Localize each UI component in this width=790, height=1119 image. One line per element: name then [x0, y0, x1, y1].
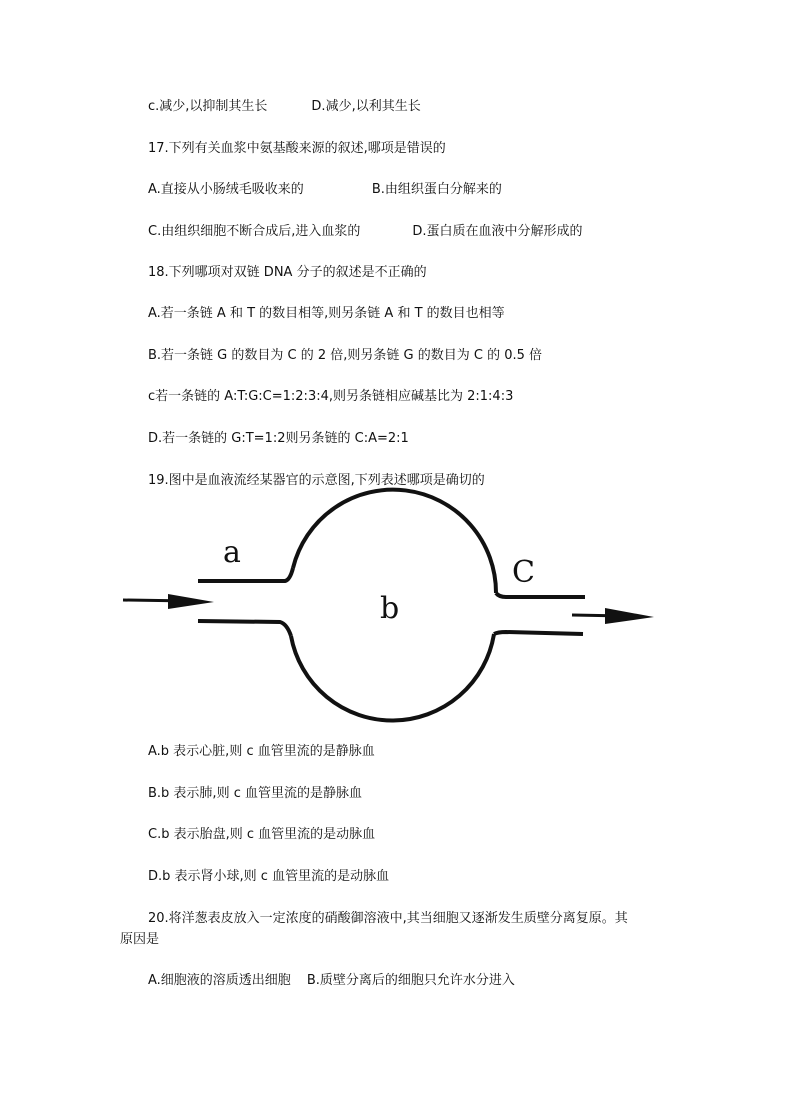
vessel-c-upper-wall [496, 593, 585, 597]
q16-option-d: D.减少,以利其生长 [311, 99, 421, 114]
vessel-a-upper-wall [198, 568, 293, 581]
q20-stem-line-2: 原因是 [120, 932, 160, 947]
vessel-a-lower-wall [198, 621, 291, 636]
q18-option-d: D.若一条链的 G:T=1:2则另条链的 C:A=2:1 [148, 431, 409, 446]
q20-stem-line-1: 20.将洋葱表皮放入一定浓度的硝酸御溶液中,其当细胞又逐渐发生质壁分离复原。其 [148, 911, 628, 926]
organ-b-lower-arc [291, 634, 494, 721]
q18-option-b: B.若一条链 G 的数目为 C 的 2 倍,则另条链 G 的数目为 C 的 0.5 倍 [148, 348, 543, 363]
q18-stem: 18.下列哪项对双链 DNA 分子的叙述是不正确的 [148, 265, 427, 280]
q20-option-b: B.质壁分离后的细胞只允许水分进入 [306, 973, 515, 988]
q19-option-d: D.b 表示肾小球,则 c 血管里流的是动脉血 [148, 869, 390, 884]
q17-option-a: A.直接从小肠绒毛吸收来的 [148, 182, 304, 197]
q17-option-d: D.蛋白质在血液中分解形成的 [412, 224, 583, 239]
q20-options-row [148, 972, 515, 990]
q19-option-b: B.b 表示肺,则 c 血管里流的是静脉血 [148, 786, 362, 801]
q17-option-c: C.由组织细胞不断合成后,进入血浆的 [148, 224, 361, 239]
diagram-label-c: C [512, 555, 535, 590]
diagram-label-b: b [380, 591, 400, 626]
q16-option-c: c.减少,以抑制其生长 [148, 99, 268, 114]
q18-option-a: A.若一条链 A 和 T 的数目相等,则另条链 A 和 T 的数目也相等 [148, 306, 505, 321]
q19-option-a: A.b 表示心脏,则 c 血管里流的是静脉血 [148, 744, 375, 759]
q19-stem: 19.图中是血液流经某器官的示意图,下列表述哪项是确切的 [148, 473, 485, 488]
q20-option-a: A.细胞液的溶质透出细胞 [148, 973, 291, 988]
q17-option-b: B.由组织蛋白分解来的 [371, 182, 502, 197]
q17-stem: 17.下列有关血浆中氨基酸来源的叙述,哪项是错误的 [148, 141, 446, 156]
q18-option-c: c若一条链的 A:T:G:C=1:2:3:4,则另条链相应碱基比为 2:1:4:3 [148, 389, 514, 404]
organ-b-upper-arc [293, 490, 496, 593]
q19-option-c: C.b 表示胎盘,则 c 血管里流的是动脉血 [148, 827, 376, 842]
vessel-c-lower-wall [494, 632, 583, 634]
diagram-label-a: a [223, 535, 241, 570]
inflow-arrow-icon [123, 594, 214, 609]
outflow-arrow-icon [572, 608, 654, 624]
